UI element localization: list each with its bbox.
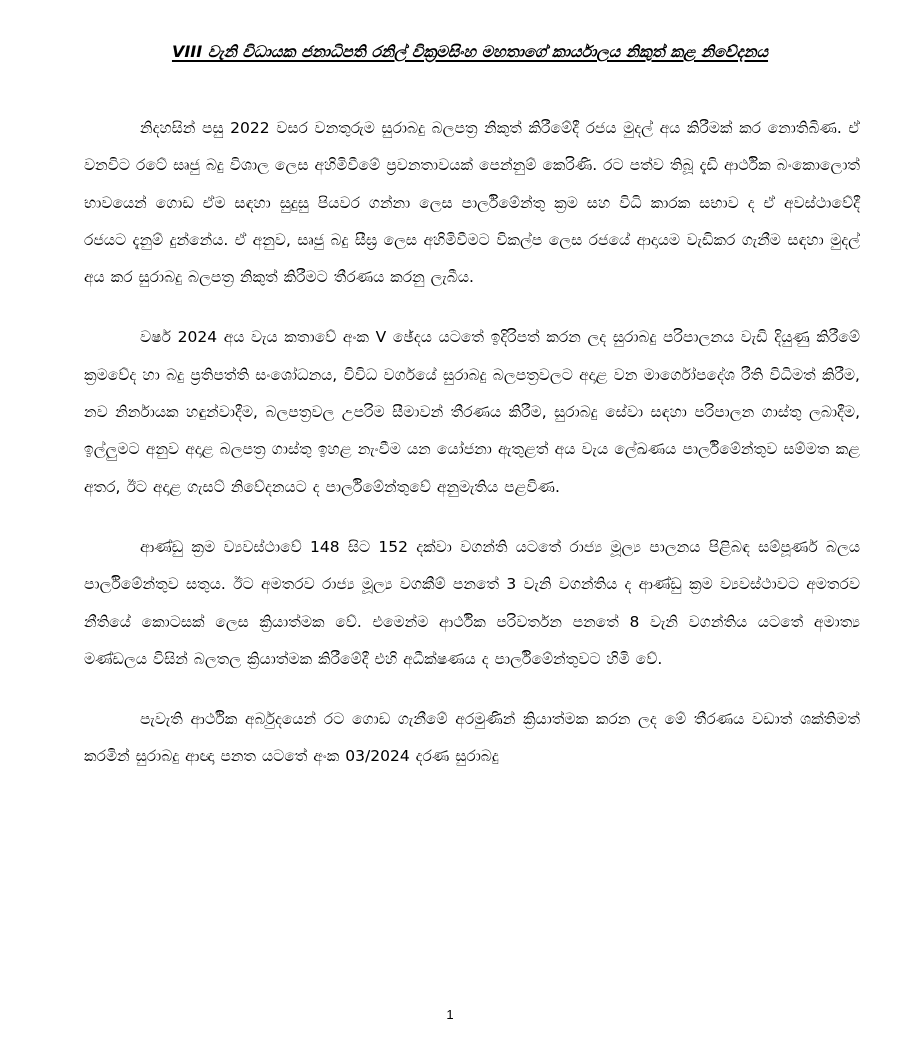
paragraph-4: පැවැති ආර්ථික අර්බුදයෙන් රට ගොඩ ගැනීමේ අරමුණින් ක්‍රියාත්මක කරන ලද මේ තීරණය වඩාත් ශක්තිමත් කරමින් සුරාබදු ආඥා පනත යටතේ අංක 03/2024 දරණ සුරාබදු [84,710,860,766]
page-number: 1 [446,1007,454,1022]
document-body [84,110,860,776]
paragraph-1: නිදහසින් පසු 2022 වසර වනතුරුම සුරාබදු බලපත්‍ර නිකුත් කිරීමේදී රජය මුදල් අය කිරීමක් කර නොතිබිණ. ඒ වනවිට රටේ සෘජු බදු විශාල ලෙස අහිමිවීමේ ප්‍රවනතාවයක් පෙන්නුම් කෙරිණි. රට පත්ව තිබූ දැඩි ආර්ථික බංකොලොත් භාවයෙන් ගොඩ ඒම සඳහා සුදුසු පියවර ගන්නා ලෙස පාර්ලිමේන්තු ක්‍රම සහ විධි කාරක සභාව ද ඒ අවස්ථාවේදී රජයට දැනුම් දුන්නේය. ඒ අනුව, සෘජු බදු සීඝ්‍ර ලෙස අහිමිවීමට විකල්ප ලෙස රජයේ ආදායම වැඩිකර ගැනීම සඳහා මුදල් අය කර සුරාබදු බලපත්‍ර නිකුත් කිරීමට තීරණය කරනු ලැබීය. [84,119,860,287]
paragraph-3: ආණ්ඩු ක්‍රම ව්‍යවස්ථාවේ 148 සිට 152 දක්වා වගන්ති යටතේ රාජ්‍ය මූල්‍ය පාලනය පිළිබඳ සම්පූර්ණ බලය පාර්ලිමේන්තුව සතුය. ඊට අමතරව රාජ්‍ය මූල්‍ය වගකීම් පනතේ 3 වැනි වගන්තිය ද ආණ්ඩු ක්‍රම ව්‍යවස්ථාවට අමතරව නීතියේ කොටසක් ලෙස ක්‍රියාත්මක වේ. එමෙන්ම ආර්ථික පරිවර්තන පනතේ 8 වැනි වගන්තිය යටතේ අමාත්‍ය මණ්ඩලය විසින් බලතල ක්‍රියාත්මක කිරීමේදී එහි අධීක්ෂණය ද පාර්ලිමේන්තුවට හිමි වේ. [84,537,860,668]
paragraph-2: වර්ෂ 2024 අය වැය කතාවේ අංක V ඡේදය යටතේ ඉදිරිපත් කරන ලද සුරාබදු පරිපාලනය වැඩි දියුණු කිරීමේ ක්‍රමවේද හා බදු ප්‍රතිපත්ති සංශෝධනය, විවිධ වර්ගයේ සුරාබදු බලපත්‍රවලට අදාළ වන මාර්ගෝපදේශ රීති විධිමත් කිරීම, නව නිර්නායක හඳුන්වාදීම, බලපත්‍රවල උපරිම සීමාවන් තීරණය කිරීම, සුරාබදු සේවා සඳහා පරිපාලන ගාස්තු ලබාදීම, ඉල්ලුමට අනුව අදාළ බලපත්‍ර ගාස්තු ඉහළ නැංවීම යන යෝජනා ඇතුළත් අය වැය ලේඛණය පාර්ලිමේන්තුව සම්මත කළ අතර, ඊට අදාළ ගැසට් නිවේදනයට ද පාර්ලිමේන්තුවේ අනුමැතිය පළවිණ. [84,328,860,496]
page-title: VIII වැනි විධායක ජනාධිපති රනිල් වික්‍රමසිංහ මහතාගේ කාර්යාලය නිකුත් කළ නිවේදනය [171,42,769,61]
